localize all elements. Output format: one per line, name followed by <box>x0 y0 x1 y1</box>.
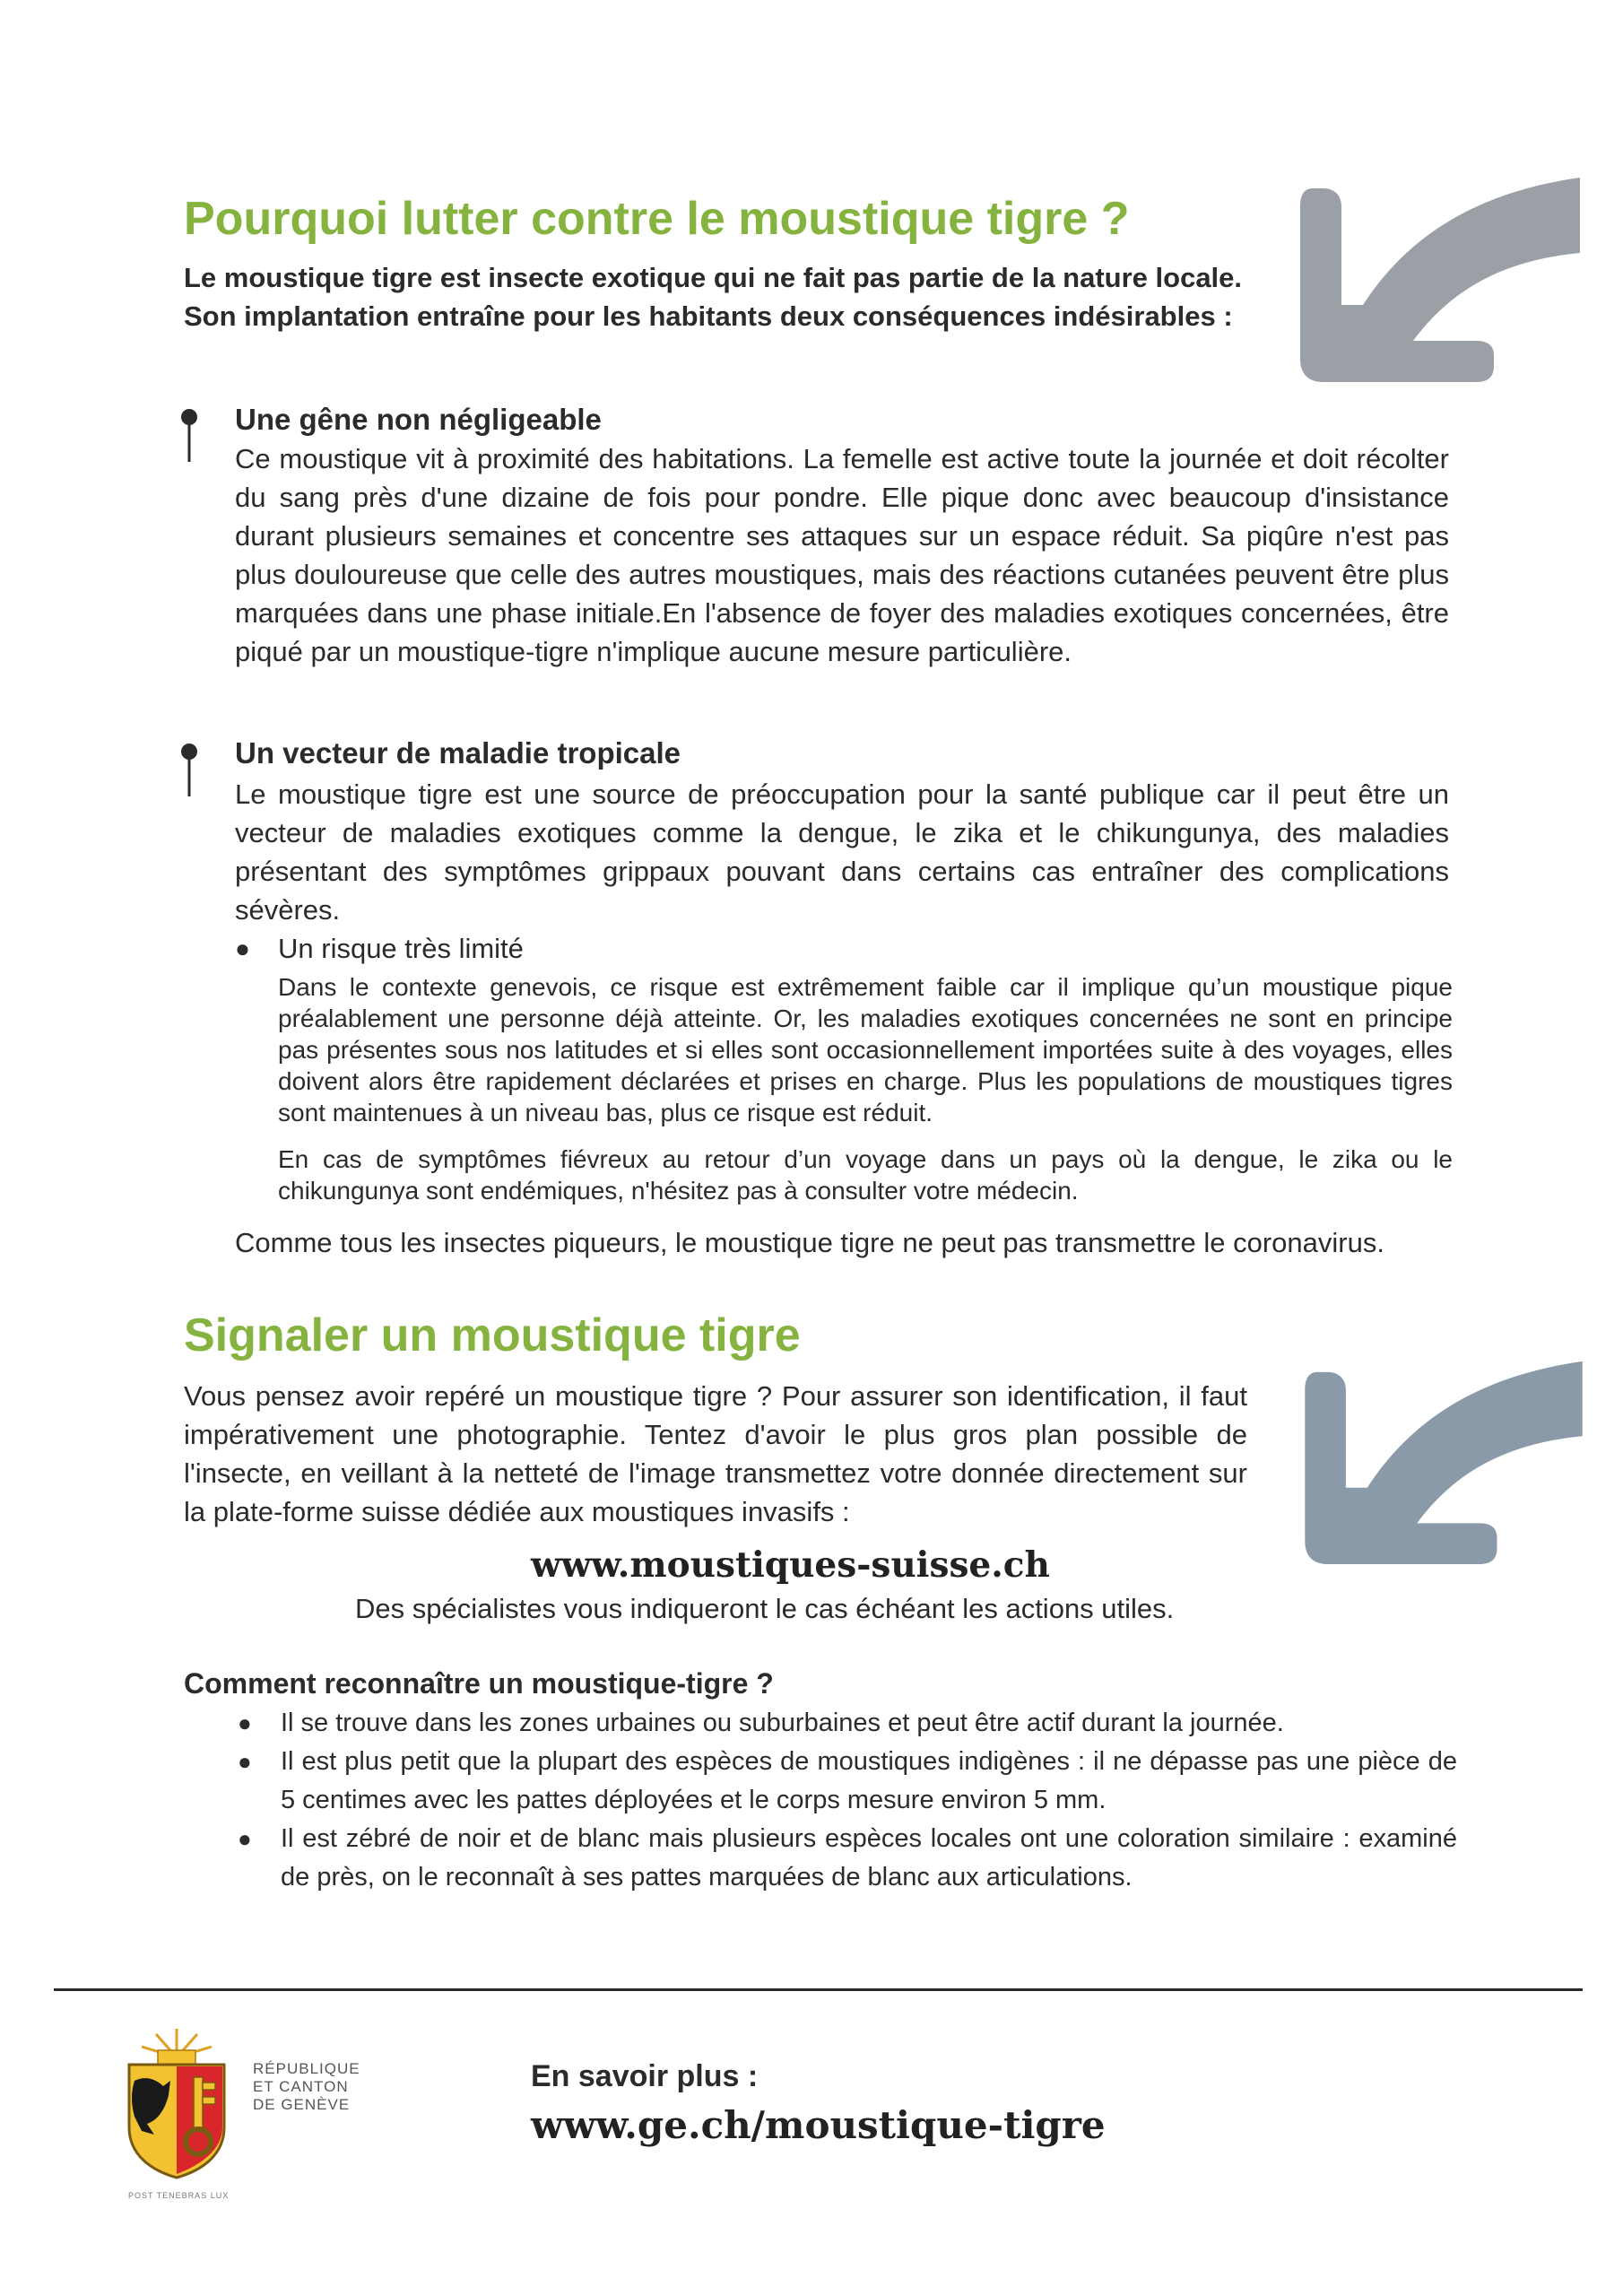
bullet-icon: ● <box>235 935 250 962</box>
section2-text: Vous pensez avoir repéré un moustique tigre ? Pour assurer son identification, il faut impérativement une photographie. Tentez d'avoir le plus gros plan possible de l'insecte, en veillant à la netteté de l'image transmettez votre donnée directement sur la plate-forme suisse dédiée aux moustiques invasifs : <box>184 1380 1247 1527</box>
point1-title: Une gêne non négligeable <box>235 403 602 436</box>
point2-text: Le moustique tigre est une source de préoccupation pour la santé publique car il peut être un vecteur de maladies exotiques comme la dengue, le zika et le chikungunya, des maladies présentant des symptômes grippaux pouvant dans certains cas entraîner des complications sévères. <box>235 778 1449 926</box>
bullet-icon: ● <box>238 1748 252 1775</box>
more-info-label: En savoir plus : <box>531 2059 759 2093</box>
arrow-down-left-icon <box>1305 1354 1583 1568</box>
list-item: ● Il est plus petit que la plupart des espèces de moustiques indigènes : il ne dépasse pas une pièce de 5 centimes avec les pattes déployées et le corps mesure environ 5 mm. <box>184 1743 1457 1820</box>
bullet-icon: ● <box>238 1709 252 1736</box>
footer-divider <box>54 1988 1583 1991</box>
recognize-title: Comment reconnaître un moustique-tigre ? <box>184 1667 774 1700</box>
moustiques-suisse-link[interactable]: www.moustiques-suisse.ch <box>531 1544 1050 1586</box>
ge-ch-link[interactable]: www.ge.ch/moustique-tigre <box>531 2103 1106 2147</box>
republic-label: RÉPUBLIQUE ET CANTON DE GENÈVE <box>253 2060 360 2113</box>
pin-icon <box>179 408 199 464</box>
risk-bullet <box>235 929 1132 968</box>
bullet-icon: ● <box>238 1825 252 1852</box>
section2-title: Signaler un moustique tigre <box>184 1309 801 1361</box>
point2-title: Un vecteur de maladie tropicale <box>235 736 681 770</box>
url-note: Des spécialistes vous indiqueront le cas échéant les actions utiles. <box>355 1593 1175 1624</box>
recognize-list <box>184 1704 1457 1897</box>
list-item: ● Il est zébré de noir et de blanc mais plusieurs espèces locales ont une coloration similaire : examiné de près, on le reconnaît à ses pattes marquées de blanc aux articulations. <box>184 1820 1457 1897</box>
list-item: ● Il se trouve dans les zones urbaines ou suburbaines et peut être actif durant la journée. <box>184 1704 1457 1743</box>
risk-bullet-title: Un risque très limité <box>278 933 524 964</box>
geneva-coat-of-arms-icon <box>124 2027 230 2179</box>
risk-text: Dans le contexte genevois, ce risque est extrêmement faible car il implique qu’un moustique pique préalablement une personne déjà atteinte. Or, les maladies exotiques concernées ne sont en principe pas présentes sous nos latitudes et si elles sont occasionnellement importées suite à des voyages, elles doivent alors être rapidement déclarées et prises en charge. Plus les populations de moustiques tigres sont maintenues à un niveau bas, plus ce risque est réduit. <box>278 973 1453 1126</box>
advice-text: En cas de symptômes fiévreux au retour d’un voyage dans un pays où la dengue, le zika ou le chikungunya sont endémiques, n'hésitez pas à consulter votre médecin. <box>278 1145 1453 1205</box>
arrow-down-left-icon <box>1300 170 1580 386</box>
section1-title: Pourquoi lutter contre le moustique tigre ? <box>184 193 1130 245</box>
pin-icon <box>179 743 199 798</box>
motto: POST TENEBRAS LUX <box>128 2191 230 2200</box>
point1-text: Ce moustique vit à proximité des habitations. La femelle est active toute la journée et doit récolter du sang près d'une dizaine de fois pour pondre. Elle pique donc avec beaucoup d'insistance durant plusieurs semaines et concentre ses attaques sur un espace réduit. Sa piqûre n'est pas plus douloureuse que celle des autres moustiques, mais des réactions cutanées peuvent être plus marquées dans une phase initiale.En l'absence de foyer des maladies exotiques concernées, être piqué par un moustique-tigre n'implique aucune mesure particulière. <box>235 443 1449 667</box>
section1-intro: Le moustique tigre est insecte exotique qui ne fait pas partie de la nature locale. Son implantation entraîne pour les habitants deux conséquences indésirables : <box>184 262 1243 332</box>
corona-text: Comme tous les insectes piqueurs, le moustique tigre ne peut pas transmettre le coronavirus. <box>235 1227 1384 1258</box>
